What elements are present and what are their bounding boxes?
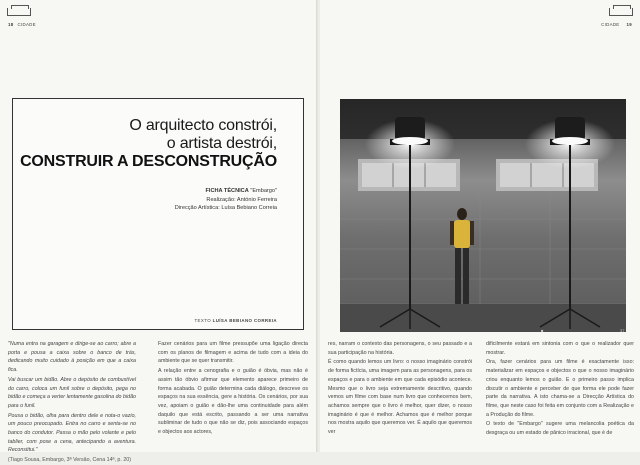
credit-direccao [175, 204, 277, 213]
film-set-photo [340, 99, 626, 332]
body-column-right-2 [486, 340, 634, 438]
section-label-right: CIDADE [601, 22, 620, 27]
quote-column [8, 340, 136, 465]
body-paragraph: É como quando lemos um livro: o nosso imaginário constrói de forma fictícia, uma imagem para as personagens, para os espaços e para o ambiente em que cada episódio acontece. Mesmo que o livro seja extremamente descritivo, quando vemos um filme com base num livro que conhecemos bem, achamos sempre que o livro é melhor, quer dizer, o nosso imaginário é que é melhor. Achamos que é melhor porque nos mostra aquilo que queremos ver. É aquilo que queremos ver [328, 359, 472, 436]
quote-paragraph: "Numa entra na garagem e dirige-se ao carro; abre a porta e pousa a caixa sobre o banco de trás, dedicando muito cuidado à posição em que a caixa fica. [8, 341, 136, 374]
body-paragraph: Ora, fazer cenários para um filme é exactamente isso: materializar em espaços e objectos o que o nosso imaginário criou enquanto lemos o guião. E o primeiro passo implica discutir o ambiente e perceber de que forma ele pode fazer parte da narrativa. A isto chama-se a Direcção Artística do filme, que neste caso foi feita em conjunto com a Realização e a Produção do filme. [486, 359, 634, 418]
body-paragraph: A relação entre a cenografia e o guião é óbvia, mas não é assim tão óbvio afirmar que elemento aparece primeiro de forma acabada. O guião determina cada diálogo, descreve os espaços na sua essência, gere a história. Os cenários, por sua vez, apoiam o guião e dão-lhe uma continuidade para além daquilo que está escrito, passando a ser uma narrativa subliminar de tudo o que não se diz, pois associando espaços e objectos aos actores, [158, 368, 308, 436]
text-credit-author: LUÍSA BEBIANO CORREIA [212, 318, 277, 323]
title-line-3: CONSTRUIR A DESCONSTRUÇÃO [20, 153, 277, 170]
running-head-left [8, 22, 36, 27]
credit-realizacao-label: Realização: [206, 196, 236, 203]
credit-ficha [175, 187, 277, 196]
section-label-left: CIDADE [17, 22, 36, 27]
body-column-left [158, 340, 308, 437]
page-number-left: 18 [8, 22, 14, 27]
credits-block [175, 187, 277, 213]
body-paragraph: dificilmente estará em sintonia com o que o realizador quer mostrar. [486, 341, 634, 356]
quote-paragraph: Pousa o bidão, olha para dentro dele e nota-o vazio, um pouco preocupado. Entra no carro e senta-se no banco do condutor. Passa o mão pelo volante e pelo tablier, com pose a cena, antecipando a aventura. Reconstitui." [8, 412, 136, 454]
city-logo-icon [609, 8, 633, 16]
left-page [0, 0, 318, 464]
body-paragraph: res, narram o contexto das personagens, o seu passado e a sua participação na história. [328, 341, 472, 356]
credit-ficha-label: FICHA TÉCNICA [205, 188, 249, 194]
credit-realizacao [175, 196, 277, 205]
running-head-right [601, 22, 632, 27]
body-column-right-1 [328, 340, 472, 437]
photo-number: 37 [620, 328, 625, 333]
quote-source: (Tiago Sousa, Embargo, 3ª Versão, Cena 14ª, p. 20) [8, 457, 131, 464]
page-number-right: 19 [626, 22, 632, 27]
text-credit-label: TEXTO [194, 318, 212, 323]
quote-paragraph: Vai buscar um bidão. Abre o depósito de combustível do carro, coloca um funil sobre o depósito, pega no bidão e começa a verter lentamente gasolina do bidão para o funil. [8, 376, 136, 409]
text-credit [194, 318, 277, 323]
credit-direccao-label: Direcção Artística: [174, 205, 220, 212]
title-line-1: O arquitecto constrói, [129, 117, 277, 134]
title-box [12, 98, 304, 330]
title-line-2: o artista destrói, [166, 135, 277, 152]
credit-direccao-value: Luísa Bebiano Correia [221, 205, 277, 212]
body-paragraph: Fazer cenários para um filme pressupõe uma ligação directa com os planos de filmagem e acima de tudo com a ideia do ambiente que se quer transmitir. [158, 341, 308, 365]
photo-caption-mark: ■ [541, 328, 544, 333]
credit-realizacao-value: António Ferreira [236, 196, 277, 203]
article-title [20, 117, 277, 171]
body-paragraph: O texto de "Embargo" sugere uma melancolia poética da desgraça ou um estado de pânico irracional, que é de [486, 421, 634, 437]
city-logo-icon [7, 8, 31, 16]
credit-ficha-value: "Embargo" [250, 188, 277, 194]
